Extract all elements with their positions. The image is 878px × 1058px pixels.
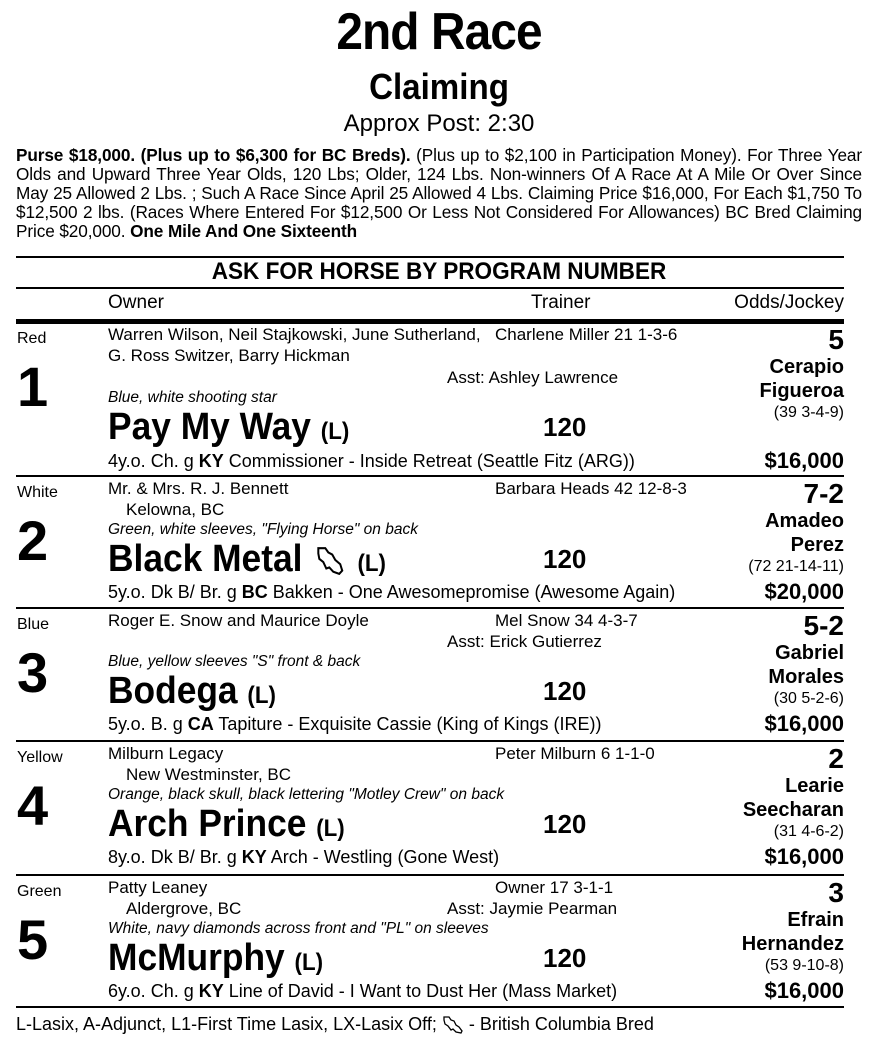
- purse: Purse $18,000. (Plus up to $6,300 for BC Breds).: [16, 145, 411, 165]
- pedigree-age-sex: 6y.o. Ch. g: [108, 981, 199, 1001]
- jockey-record: (31 4-6-2): [773, 823, 844, 840]
- trainer: Charlene Miller 21 1-3-6: [495, 325, 678, 344]
- entry-divider: [16, 740, 844, 742]
- program-number: 3: [17, 641, 49, 704]
- legend-bc-text: - British Columbia Bred: [463, 1014, 654, 1034]
- claiming-price: $16,000: [764, 448, 844, 473]
- horse-name: McMurphy: [108, 937, 285, 979]
- race-title: 2nd Race: [336, 3, 542, 61]
- jockey-last-name: Morales: [768, 666, 844, 688]
- assistant-trainer: Asst: Jaymie Pearman: [447, 899, 618, 918]
- saddle-color: Red: [17, 330, 47, 347]
- morning-line-odds: 7-2: [803, 478, 844, 509]
- silks-description: White, navy diamonds across front and "PL" on sleeves: [108, 920, 489, 937]
- weight: 120: [543, 809, 587, 839]
- jockey-first-name: Amadeo: [765, 510, 844, 532]
- claiming-price: $16,000: [764, 978, 844, 1003]
- pedigree-age-sex: 5y.o. B. g: [108, 714, 188, 734]
- jockey-record: (39 3-4-9): [773, 404, 844, 421]
- pedigree-state: KY: [198, 451, 224, 471]
- saddle-color: Green: [17, 883, 62, 900]
- horse-name: Bodega: [108, 670, 238, 712]
- weight: 120: [543, 943, 587, 973]
- morning-line-odds: 5-2: [803, 610, 844, 641]
- owner-name: Warren Wilson, Neil Stajkowski, June Sutherland,: [108, 325, 481, 344]
- assistant-trainer: Asst: Ashley Lawrence: [447, 368, 619, 387]
- pedigree-age-sex: 4y.o. Ch. g: [108, 451, 199, 471]
- horse-name-line: [108, 937, 323, 980]
- trainer: Barbara Heads 42 12-8-3: [495, 479, 687, 498]
- silks-description: Blue, white shooting star: [108, 389, 277, 406]
- legend-text: L-Lasix, A-Adjunct, L1-First Time Lasix, LX-Lasix Off;: [16, 1014, 437, 1034]
- saddle-color: White: [17, 484, 58, 501]
- distance: One Mile And One Sixteenth: [130, 221, 358, 241]
- jockey-record: (53 9-10-8): [764, 957, 844, 974]
- jockey-last-name: Perez: [790, 534, 844, 556]
- owner-column-header: Owner: [108, 292, 164, 313]
- pedigree: [108, 714, 602, 735]
- assistant-trainer: Asst: Erick Gutierrez: [447, 632, 602, 651]
- program-number: 4: [17, 774, 49, 837]
- footer-legend: [16, 1014, 654, 1035]
- horse-name: Black Metal: [108, 538, 303, 580]
- pedigree-state: KY: [241, 847, 267, 867]
- medication: (L): [294, 949, 324, 976]
- entry-divider: [16, 475, 844, 477]
- weight: 120: [543, 676, 587, 706]
- weight: 120: [543, 544, 587, 574]
- pedigree: [108, 451, 635, 472]
- british-columbia-map-icon: [442, 1016, 464, 1034]
- horse-name-line: [108, 803, 345, 846]
- morning-line-odds: 2: [828, 743, 844, 774]
- ask-banner: ASK FOR HORSE BY PROGRAM NUMBER: [211, 258, 667, 285]
- owner-location: Kelowna, BC: [126, 500, 225, 519]
- entry-divider: [16, 874, 844, 876]
- jockey-first-name: Efrain: [787, 909, 844, 931]
- owner-name: Roger E. Snow and Maurice Doyle: [108, 611, 369, 630]
- pedigree: [108, 847, 499, 868]
- saddle-color: Blue: [17, 616, 50, 633]
- horse-name: Arch Prince: [108, 803, 307, 845]
- pedigree-breeding: Line of David - I Want to Dust Her (Mass Market): [223, 981, 618, 1001]
- pedigree-breeding: Commissioner - Inside Retreat (Seattle Fitz (ARG)): [223, 451, 635, 471]
- medication: (L): [247, 682, 276, 709]
- pedigree-state: KY: [198, 981, 224, 1001]
- trainer: Peter Milburn 6 1-1-0: [495, 744, 655, 763]
- jockey-record: (72 21-14-11): [748, 558, 844, 575]
- divider: [16, 1006, 844, 1008]
- pedigree: [108, 582, 675, 603]
- divider: [16, 287, 844, 289]
- silks-description: Orange, black skull, black lettering "Motley Crew" on back: [108, 786, 505, 803]
- morning-line-odds: 3: [828, 877, 844, 908]
- entry-divider: [16, 607, 844, 609]
- odds-jockey-column-header: Odds/Jockey: [734, 292, 844, 313]
- horse-name-line: [108, 538, 386, 581]
- pedigree: [108, 981, 617, 1002]
- jockey-last-name: Hernandez: [741, 933, 844, 955]
- jockey-first-name: Learie: [785, 775, 844, 797]
- pedigree-breeding: Bakken - One Awesomepromise (Awesome Again): [267, 582, 676, 602]
- horse-name-line: [108, 670, 276, 713]
- silks-description: Green, white sleeves, "Flying Horse" on back: [108, 521, 418, 538]
- pedigree-breeding: Tapiture - Exquisite Cassie (King of Kings (IRE)): [213, 714, 602, 734]
- owner-name: Milburn Legacy: [108, 744, 224, 763]
- saddle-color: Yellow: [17, 749, 63, 766]
- post-time: Approx Post: 2:30: [343, 110, 535, 137]
- trainer-column-header: Trainer: [531, 292, 591, 313]
- jockey-last-name: Seecharan: [742, 799, 844, 821]
- jockey-first-name: Gabriel: [775, 642, 844, 664]
- pedigree-age-sex: 5y.o. Dk B/ Br. g: [108, 582, 242, 602]
- jockey-record: (30 5-2-6): [773, 690, 844, 707]
- owner-location: Aldergrove, BC: [126, 899, 242, 918]
- jockey-last-name: Figueroa: [759, 380, 844, 402]
- claiming-price: $16,000: [764, 711, 844, 736]
- silks-description: Blue, yellow sleeves "S" front & back: [108, 653, 361, 670]
- horse-name: Pay My Way: [108, 406, 311, 448]
- owner-location: G. Ross Switzer, Barry Hickman: [108, 346, 350, 365]
- race-conditions: [16, 146, 862, 241]
- medication: (L): [320, 418, 350, 445]
- program-number: 2: [17, 509, 49, 572]
- morning-line-odds: 5: [828, 324, 844, 355]
- british-columbia-map-icon: [316, 547, 344, 575]
- claiming-price: $20,000: [764, 579, 844, 604]
- medication: (L): [316, 815, 345, 842]
- owner-name: Mr. & Mrs. R. J. Bennett: [108, 479, 289, 498]
- owner-name: Patty Leaney: [108, 878, 208, 897]
- trainer: Owner 17 3-1-1: [495, 878, 614, 897]
- race-type: Claiming: [369, 66, 509, 107]
- pedigree-state: CA: [187, 714, 214, 734]
- pedigree-state: BC: [241, 582, 268, 602]
- program-number: 5: [17, 908, 49, 971]
- header-rule: [16, 319, 844, 324]
- owner-location: New Westminster, BC: [126, 765, 292, 784]
- trainer: Mel Snow 34 4-3-7: [495, 611, 638, 630]
- conditions-text: (Plus up to $2,100 in Participation Money). For Three Year Olds and Upward Three Year Olds, 120 Lbs; Older, 124 Lbs. Non-winners Of A Race At A Mile Or Over Since May 25 Allowed 2 Lbs. ; Such A Race Since April 25 Allowed 4 Lbs. Claiming Price $16,000, For Each $1,750 To $12,500 2 lbs. (Races Where Entered For $12,500 Or Less Not Considered For Allowances) BC Bred Claiming Price $20,000.: [16, 145, 862, 241]
- claiming-price: $16,000: [764, 844, 844, 869]
- horse-name-line: [108, 406, 349, 449]
- weight: 120: [543, 412, 587, 442]
- program-number: 1: [17, 355, 49, 418]
- pedigree-age-sex: 8y.o. Dk B/ Br. g: [108, 847, 242, 867]
- pedigree-breeding: Arch - Westling (Gone West): [266, 847, 500, 867]
- medication: (L): [357, 550, 386, 577]
- jockey-first-name: Cerapio: [769, 356, 844, 378]
